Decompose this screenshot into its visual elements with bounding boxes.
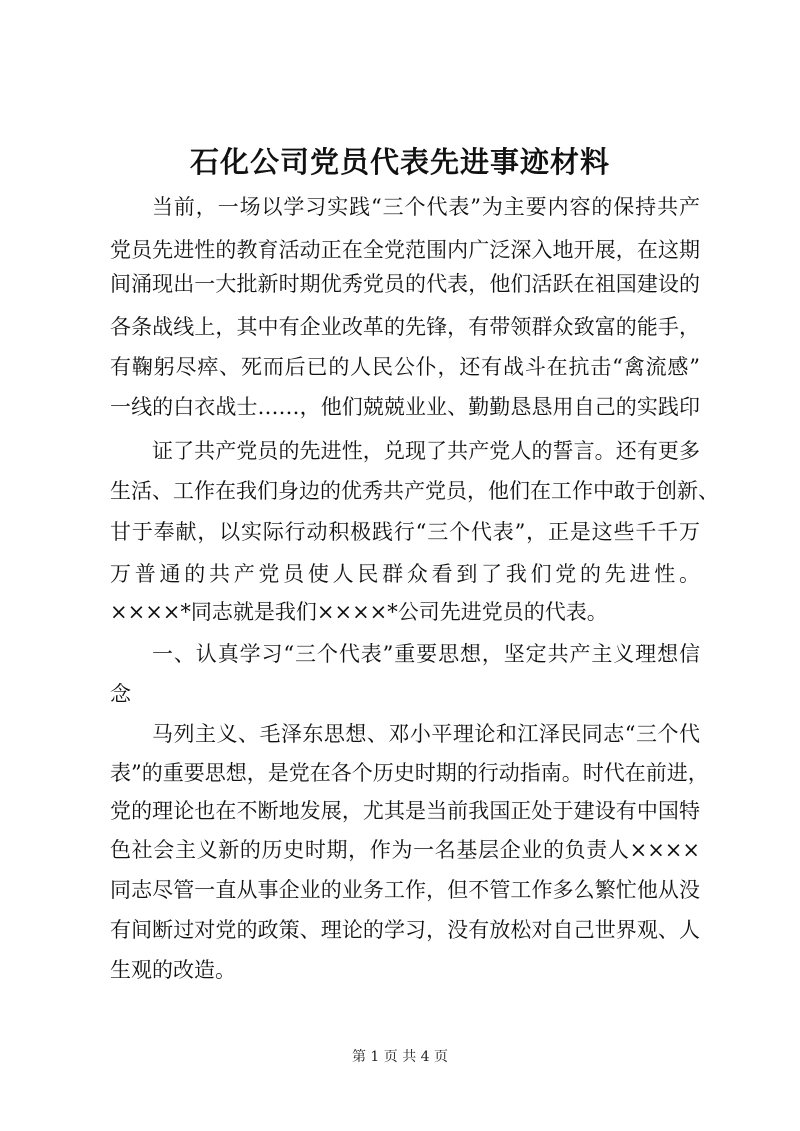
paragraph-line: 证了共产党员的先进性，兑现了共产党人的誓言。还有更多 (152, 439, 700, 463)
paragraph-line: ××××*同志就是我们××××*公司先进党员的代表。 (110, 600, 608, 624)
paragraph-line: 马列主义、毛泽东思想、邓小平理论和江泽民同志“三个代 (152, 722, 700, 746)
paragraph-line: 表”的重要思想，是党在各个历史时期的行动指南。时代在前进， (110, 761, 709, 785)
section-heading-line: 一、认真学习“三个代表”重要思想，坚定共产主义理想信 (152, 642, 700, 666)
paragraph-line: 生活、工作在我们身边的优秀共产党员，他们在工作中敢于创新、 (110, 479, 719, 503)
paragraph-line: 同志尽管一直从事企业的业务工作，但不管工作多么繁忙他从没 (110, 878, 700, 902)
paragraph-line: 党员先进性的教育活动正在全党范围内广泛深入地开展，在这期 (110, 238, 700, 262)
paragraph-line: 色社会主义新的历史时期，作为一名基层企业的负责人×××× (110, 838, 700, 862)
document-title: 石化公司党员代表先进事迹材料 (189, 145, 610, 179)
paragraph-line: 各条战线上，其中有企业改革的先锋，有带领群众致富的能手， (110, 315, 700, 339)
section-heading-line: 念 (110, 682, 131, 706)
paragraph-line: 党的理论也在不断地发展，尤其是当前我国正处于建设有中国特 (110, 799, 700, 823)
page-footer: 第 1 页 共 4 页 (351, 1049, 449, 1065)
paragraph-line: 生观的改造。 (110, 958, 236, 982)
paragraph-line: 一线的白衣战士……，他们兢兢业业、勤勤恳恳用自己的实践印 (110, 395, 700, 419)
paragraph-line: 万普通的共产党员使人民群众看到了我们党的先进性。 (110, 562, 700, 586)
paragraph-line: 有鞠躬尽瘁、死而后已的人民公仆，还有战斗在抗击“禽流感” (110, 355, 700, 379)
paragraph-line: 当前，一场以学习实践“三个代表”为主要内容的保持共产 (152, 195, 700, 219)
paragraph-line: 间涌现出一大批新时期优秀党员的代表，他们活跃在祖国建设的 (110, 272, 700, 296)
paragraph-line: 有间断过对党的政策、理论的学习，没有放松对自己世界观、人 (110, 918, 700, 942)
paragraph-line: 甘于奉献，以实际行动积极践行“三个代表”，正是这些千千万 (110, 520, 700, 544)
